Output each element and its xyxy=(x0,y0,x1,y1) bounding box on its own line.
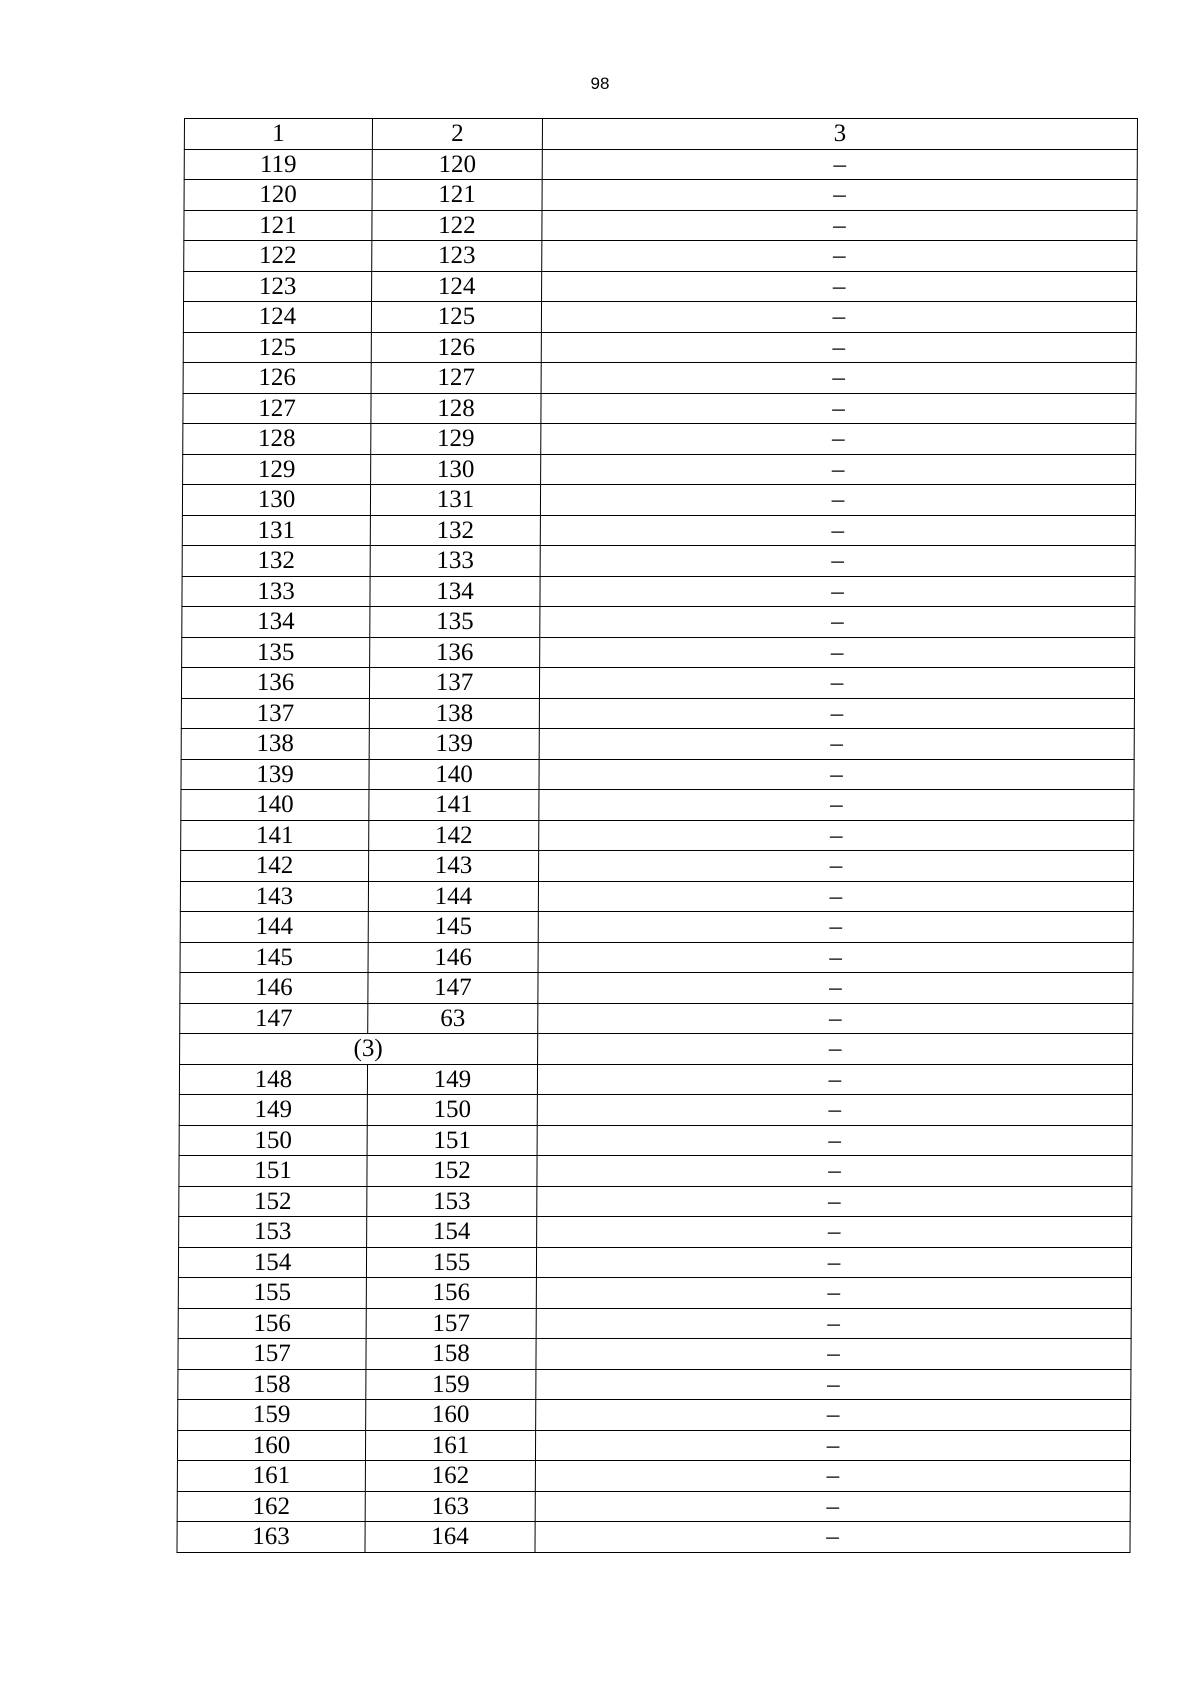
table-row xyxy=(183,393,1136,424)
table-cell-col3: – xyxy=(539,820,1134,851)
table-cell-col1: 146 xyxy=(180,973,368,1004)
table-cell-col3: – xyxy=(536,1278,1131,1309)
table-cell-col1: 163 xyxy=(177,1522,365,1553)
table-cell-col3: – xyxy=(538,973,1133,1004)
table-row xyxy=(177,1491,1130,1522)
table-cell-col3: – xyxy=(542,271,1137,302)
table-row xyxy=(177,1461,1130,1492)
table-cell-col3: – xyxy=(538,881,1133,912)
table-row xyxy=(182,515,1135,546)
table-cell-col1: 144 xyxy=(180,912,368,943)
table-cell-col2: 140 xyxy=(369,759,539,790)
table-cell-col1: 131 xyxy=(182,515,370,546)
table-cell-col2: 152 xyxy=(367,1156,537,1187)
table-cell-col3: – xyxy=(540,485,1135,516)
table-cell-col1: 125 xyxy=(183,332,371,363)
table-cell-col2: 163 xyxy=(365,1491,535,1522)
merged-value-cell: – xyxy=(538,1034,1133,1065)
table-cell-col3: – xyxy=(538,1003,1133,1034)
table-cell-col3: – xyxy=(535,1522,1130,1553)
table-row xyxy=(183,424,1136,455)
table-cell-col1: 139 xyxy=(181,759,369,790)
table-row xyxy=(184,180,1137,211)
table-cell-col1: 132 xyxy=(182,546,370,577)
table-cell-col1: 161 xyxy=(177,1461,365,1492)
table-row xyxy=(181,820,1134,851)
table-cell-col3: – xyxy=(536,1339,1131,1370)
table-row xyxy=(184,210,1137,241)
table-cell-col2: 136 xyxy=(370,637,540,668)
table-cell-col3: – xyxy=(542,210,1137,241)
table-row xyxy=(180,973,1133,1004)
table-cell-col2: 133 xyxy=(370,546,540,577)
table-row xyxy=(179,1095,1132,1126)
table-cell-col1: 127 xyxy=(183,393,371,424)
table-row xyxy=(182,637,1135,668)
table-cell-col2: 143 xyxy=(369,851,539,882)
table-cell-col3: – xyxy=(536,1247,1131,1278)
table-cell-col3: – xyxy=(539,729,1134,760)
table-cell-col3: – xyxy=(540,515,1135,546)
data-table xyxy=(176,118,1138,1553)
table-cell-col2: 144 xyxy=(368,881,538,912)
table-row xyxy=(181,698,1134,729)
table-row xyxy=(184,241,1137,272)
table-cell-col1: 156 xyxy=(178,1308,366,1339)
table-cell-col3: – xyxy=(542,149,1137,180)
table-cell-col1: 129 xyxy=(183,454,371,485)
table-cell-col1: 153 xyxy=(179,1217,367,1248)
table-cell-col2: 132 xyxy=(370,515,540,546)
table-cell-col1: 158 xyxy=(178,1369,366,1400)
table-cell-col1: 149 xyxy=(179,1095,367,1126)
table-row xyxy=(183,332,1136,363)
table-cell-col2: 122 xyxy=(372,210,542,241)
table-cell-col1: 152 xyxy=(179,1186,367,1217)
table-cell-col1: 147 xyxy=(180,1003,368,1034)
table-cell-col1: 154 xyxy=(178,1247,366,1278)
table-row xyxy=(183,454,1136,485)
table-row xyxy=(181,790,1134,821)
table-cell-col2: 149 xyxy=(367,1064,537,1095)
table-cell-col2: 156 xyxy=(366,1278,536,1309)
table-row xyxy=(179,1186,1132,1217)
header-cell-1: 1 xyxy=(184,119,372,150)
table-row xyxy=(181,668,1134,699)
table-cell-col2: 121 xyxy=(372,180,542,211)
table-row xyxy=(178,1339,1131,1370)
merged-label-cell xyxy=(180,1034,538,1065)
table-row xyxy=(183,302,1136,333)
table-cell-col1: 136 xyxy=(181,668,369,699)
table-row xyxy=(182,607,1135,638)
table-cell-col2: 153 xyxy=(367,1186,537,1217)
table-cell-col1: 140 xyxy=(181,790,369,821)
table-cell-col2: 124 xyxy=(372,271,542,302)
table-cell-col3: – xyxy=(535,1430,1130,1461)
table-cell-col2: 159 xyxy=(366,1369,536,1400)
table-cell-col1: 119 xyxy=(184,149,372,180)
header-cell-3: 3 xyxy=(542,119,1137,150)
table-cell-col3: – xyxy=(537,1125,1132,1156)
table-cell-col1: 160 xyxy=(177,1430,365,1461)
table-cell-col3: – xyxy=(539,759,1134,790)
table-cell-col1: 162 xyxy=(177,1491,365,1522)
table-row xyxy=(182,546,1135,577)
table-cell-col1: 128 xyxy=(183,424,371,455)
merged-label: (3) xyxy=(353,1035,383,1062)
table-row xyxy=(180,912,1133,943)
table-cell-col1: 157 xyxy=(178,1339,366,1370)
table-cell-col3: – xyxy=(539,668,1134,699)
table-cell-col1: 120 xyxy=(184,180,372,211)
table-row xyxy=(178,1308,1131,1339)
table-cell-col2: 128 xyxy=(371,393,541,424)
table-cell-col3: – xyxy=(541,332,1136,363)
table-row xyxy=(181,851,1134,882)
table-cell-col3: – xyxy=(539,698,1134,729)
table-cell-col2: 162 xyxy=(365,1461,535,1492)
table-cell-col1: 121 xyxy=(184,210,372,241)
table-cell-col3: – xyxy=(540,637,1135,668)
table-cell-col2: 129 xyxy=(371,424,541,455)
table-cell-col3: – xyxy=(541,424,1136,455)
table-cell-col1: 122 xyxy=(184,241,372,272)
table-cell-col3: – xyxy=(540,576,1135,607)
table-cell-col2: 154 xyxy=(367,1217,537,1248)
table-cell-col3: – xyxy=(538,912,1133,943)
table-cell-col1: 124 xyxy=(183,302,371,333)
table-cell-col3: – xyxy=(540,546,1135,577)
table-row xyxy=(184,149,1137,180)
table-row xyxy=(179,1217,1132,1248)
table-cell-col3: – xyxy=(541,302,1136,333)
table-cell-col1: 150 xyxy=(179,1125,367,1156)
table-cell-col2: 160 xyxy=(366,1400,536,1431)
table-cell-col3: – xyxy=(536,1369,1131,1400)
table-cell-col1: 155 xyxy=(178,1278,366,1309)
table-row xyxy=(178,1369,1131,1400)
table-row xyxy=(182,485,1135,516)
table-cell-col1: 148 xyxy=(179,1064,367,1095)
table-cell-col3: – xyxy=(542,180,1137,211)
table-cell-col1: 135 xyxy=(182,637,370,668)
table-cell-col3: – xyxy=(539,851,1134,882)
table-cell-col1: 142 xyxy=(181,851,369,882)
table-row xyxy=(179,1125,1132,1156)
table-cell-col3: – xyxy=(537,1217,1132,1248)
table-row xyxy=(180,881,1133,912)
table-row xyxy=(179,1156,1132,1187)
table-cell-col2: 161 xyxy=(365,1430,535,1461)
table-cell-col2: 120 xyxy=(372,149,542,180)
table-cell-col2: 134 xyxy=(370,576,540,607)
table-cell-col1: 159 xyxy=(178,1400,366,1431)
table-cell-col2: 155 xyxy=(366,1247,536,1278)
table-cell-col2: 158 xyxy=(366,1339,536,1370)
table-row xyxy=(183,363,1136,394)
table-cell-col2: 63 xyxy=(368,1003,538,1034)
table-row xyxy=(177,1430,1130,1461)
table-cell-col2: 135 xyxy=(370,607,540,638)
table-cell-col3: – xyxy=(535,1461,1130,1492)
header-cell-2: 2 xyxy=(372,119,542,150)
table-cell-col2: 127 xyxy=(371,363,541,394)
table-cell-col3: – xyxy=(541,393,1136,424)
table-cell-col1: 151 xyxy=(179,1156,367,1187)
table-row xyxy=(178,1400,1131,1431)
table-cell-col3: – xyxy=(535,1491,1130,1522)
table-cell-col2: 131 xyxy=(370,485,540,516)
table-cell-col3: – xyxy=(537,1064,1132,1095)
table-cell-col2: 141 xyxy=(369,790,539,821)
table-cell-col3: – xyxy=(537,1095,1132,1126)
table-row xyxy=(178,1247,1131,1278)
table-cell-col1: 130 xyxy=(182,485,370,516)
table-row xyxy=(180,1003,1133,1034)
table-row xyxy=(184,271,1137,302)
table-cell-col1: 133 xyxy=(182,576,370,607)
table-cell-col2: 139 xyxy=(369,729,539,760)
table-cell-col2: 157 xyxy=(366,1308,536,1339)
table-cell-col3: – xyxy=(541,454,1136,485)
table-row xyxy=(182,576,1135,607)
table-cell-col3: – xyxy=(537,1156,1132,1187)
table-cell-col3: – xyxy=(539,790,1134,821)
table-cell-col3: – xyxy=(540,607,1135,638)
table-cell-col1: 126 xyxy=(183,363,371,394)
table-cell-col1: 143 xyxy=(180,881,368,912)
table-cell-col1: 141 xyxy=(181,820,369,851)
table-cell-col3: – xyxy=(538,942,1133,973)
table-cell-col1: 123 xyxy=(184,271,372,302)
table-row xyxy=(178,1278,1131,1309)
table-cell-col3: – xyxy=(541,363,1136,394)
merged-row xyxy=(180,1034,1133,1065)
table-row xyxy=(179,1064,1132,1095)
table-cell-col1: 134 xyxy=(182,607,370,638)
table-cell-col2: 150 xyxy=(367,1095,537,1126)
table-cell-col2: 125 xyxy=(371,302,541,333)
table-cell-col2: 142 xyxy=(369,820,539,851)
table-cell-col2: 145 xyxy=(368,912,538,943)
table-cell-col2: 151 xyxy=(367,1125,537,1156)
header-row xyxy=(184,119,1137,150)
table-body xyxy=(177,119,1138,1553)
table-cell-col2: 126 xyxy=(371,332,541,363)
table-row xyxy=(180,942,1133,973)
table-cell-col2: 138 xyxy=(369,698,539,729)
table-row xyxy=(181,759,1134,790)
table-cell-col2: 137 xyxy=(369,668,539,699)
page-number: 98 xyxy=(590,74,610,93)
table-cell-col3: – xyxy=(542,241,1137,272)
table-cell-col1: 137 xyxy=(181,698,369,729)
table-cell-col2: 123 xyxy=(372,241,542,272)
table-cell-col3: – xyxy=(537,1186,1132,1217)
table-cell-col1: 138 xyxy=(181,729,369,760)
table-cell-col3: – xyxy=(536,1400,1131,1431)
table-cell-col2: 146 xyxy=(368,942,538,973)
table-cell-col1: 145 xyxy=(180,942,368,973)
table-cell-col2: 130 xyxy=(371,454,541,485)
table-cell-col3: – xyxy=(536,1308,1131,1339)
table-cell-col2: 164 xyxy=(365,1522,535,1553)
table-row xyxy=(181,729,1134,760)
table-row xyxy=(177,1522,1130,1553)
table-cell-col2: 147 xyxy=(368,973,538,1004)
